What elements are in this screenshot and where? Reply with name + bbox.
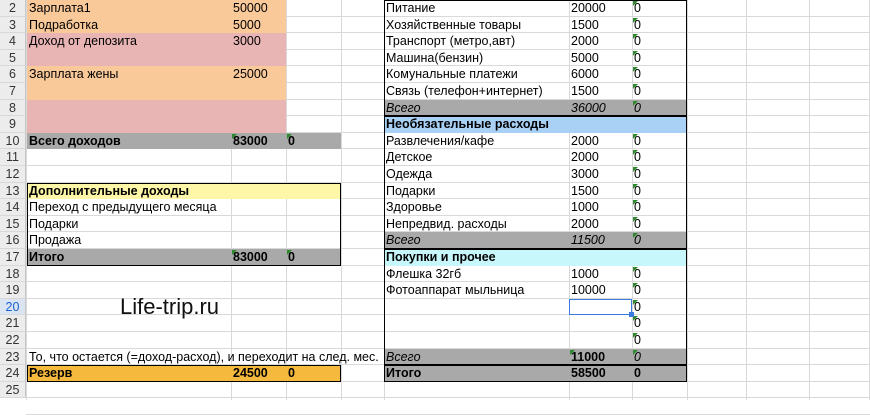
mandatory-expense-label[interactable]: Комунальные платежи [386,67,518,82]
formula-marker-icon [287,134,292,139]
formula-marker-icon [633,300,638,305]
formula-marker-icon [633,34,638,39]
row-header-16[interactable]: 16 [0,232,26,249]
formula-marker-icon [633,333,638,338]
formula-marker-icon [570,350,575,355]
optional-expense-extra[interactable]: 0 [634,216,641,231]
mandatory-expense-label[interactable]: Связь (телефон+интернет) [386,84,543,98]
income-label-cell[interactable] [27,100,231,117]
row-header-10[interactable]: 10 [0,133,26,150]
income-value-cell[interactable] [231,83,286,100]
reserve-extra[interactable]: 0 [286,365,341,382]
purchase-extra[interactable]: 0 [634,283,641,298]
row-header-22[interactable]: 22 [0,332,26,349]
grand-total-label[interactable]: Итого [384,365,569,382]
optional-total-value[interactable]: 11500 [569,232,632,249]
purchase-label[interactable] [384,315,569,332]
optional-expense-value[interactable]: 1000 [571,200,599,215]
purchases-header[interactable]: Покупки и прочее [384,249,687,266]
extra-income-total-extra[interactable]: 0 [286,249,341,266]
mandatory-total-extra[interactable]: 0 [632,100,687,117]
income-value-cell[interactable] [231,50,286,67]
optional-expense-value[interactable]: 2000 [571,150,599,165]
optional-total-label[interactable]: Всего [384,232,569,249]
row-header-4[interactable]: 4 [0,33,26,50]
row-header-9[interactable]: 9 [0,116,26,133]
grid-hline [26,397,870,398]
mandatory-expense-value[interactable]: 20000 [571,1,606,15]
income-value-cell[interactable]: 3000 [231,33,286,50]
extra-income-total-value[interactable]: 83000 [231,249,286,266]
income-value-cell[interactable] [231,116,286,133]
grid-vline [687,0,688,400]
optional-expense-extra[interactable]: 0 [634,183,641,198]
mandatory-expense-value[interactable]: 5000 [571,50,599,65]
reserve-value[interactable]: 24500 [231,365,286,382]
formula-marker-icon [633,184,638,189]
income-label-cell[interactable]: Подработка [27,17,231,34]
mandatory-expense-extra[interactable]: 0 [634,67,641,82]
optional-expense-extra[interactable]: 0 [634,200,641,215]
formula-marker-icon [633,283,638,288]
mandatory-expense-extra[interactable]: 0 [634,84,641,98]
row-header-15[interactable]: 15 [0,216,26,233]
purchase-extra[interactable]: 0 [634,266,641,281]
optional-expense-extra[interactable]: 0 [634,133,641,148]
formula-marker-icon [633,167,638,172]
fill-handle[interactable] [629,312,634,317]
income-label-cell[interactable] [27,83,231,100]
purchases-total-value[interactable]: 11000 [569,349,632,366]
row-header-11[interactable]: 11 [0,149,26,166]
mandatory-expense-value[interactable]: 2000 [571,34,599,49]
income-value-cell[interactable] [231,100,286,117]
purchase-value[interactable] [569,315,632,332]
income-total-label[interactable]: Всего доходов [27,133,231,150]
formula-marker-icon [232,134,237,139]
mandatory-expense-value[interactable]: 1500 [571,84,599,98]
row-header-5[interactable]: 5 [0,50,26,67]
optional-expense-value[interactable]: 2000 [571,133,599,148]
formula-marker-icon [633,200,638,205]
grid-vline [341,0,342,400]
row-header-12[interactable]: 12 [0,166,26,183]
row-header-13[interactable]: 13 [0,183,26,200]
purchase-extra[interactable]: 0 [634,316,641,331]
grand-total-value[interactable]: 58500 [569,365,632,382]
formula-marker-icon [633,101,638,106]
formula-marker-icon [633,350,638,355]
formula-marker-icon [633,217,638,222]
row-header-2[interactable]: 2 [0,0,26,17]
income-label-cell[interactable]: Зарплата1 [27,0,231,17]
optional-expense-value[interactable]: 1500 [571,183,599,198]
extra-income-label[interactable]: Переход с предыдущего месяца [29,200,217,215]
extra-income-header[interactable]: Дополнительные доходы [27,183,341,200]
mandatory-expense-extra[interactable]: 0 [634,1,641,15]
extra-income-value[interactable] [231,232,286,249]
extra-income-value[interactable] [231,216,286,233]
optional-expense-label[interactable]: Развлечения/кафе [386,133,495,148]
income-total-extra[interactable]: 0 [286,133,341,150]
mandatory-expense-label[interactable]: Питание [386,1,436,15]
formula-marker-icon [633,1,638,6]
grid-vline [286,0,287,400]
row-header-25[interactable]: 25 [0,382,26,399]
row-header-8[interactable]: 8 [0,100,26,117]
extra-income-label[interactable]: Подарки [29,216,79,231]
row-header-6[interactable]: 6 [0,66,26,83]
selected-cell[interactable] [569,299,632,316]
purchase-label[interactable]: Флешка 32гб [386,266,462,281]
purchase-label[interactable]: Фотоаппарат мыльница [386,283,525,298]
optional-total-extra[interactable]: 0 [632,232,687,249]
watermark-text: Life-trip.ru [120,294,220,319]
mandatory-expense-label[interactable]: Транспорт (метро,авт) [386,34,516,49]
optional-expenses-header[interactable]: Необязательные расходы [384,116,687,133]
purchase-value[interactable] [569,332,632,349]
formula-marker-icon [232,250,237,255]
grid-vline [746,0,747,400]
grand-total-extra[interactable]: 0 [632,365,687,382]
mandatory-expense-extra[interactable]: 0 [634,50,641,65]
mandatory-expense-label[interactable]: Машина(бензин) [386,50,484,65]
optional-expense-extra[interactable]: 0 [634,150,641,165]
row-header-17[interactable]: 17 [0,249,26,266]
row-header-3[interactable]: 3 [0,17,26,34]
mandatory-expense-extra[interactable]: 0 [634,34,641,49]
mandatory-total-value[interactable]: 36000 [569,100,632,117]
purchase-value[interactable]: 1000 [571,266,599,281]
row-header-24[interactable]: 24 [0,365,26,382]
optional-expense-value[interactable]: 2000 [571,216,599,231]
extra-income-value[interactable] [231,199,286,216]
formula-marker-icon [633,233,638,238]
purchases-total-extra[interactable]: 0 [632,349,687,366]
income-total-value[interactable]: 83000 [231,133,286,150]
income-value-cell[interactable]: 25000 [231,66,286,83]
income-label-cell[interactable]: Доход от депозита [27,33,231,50]
grid-vline [809,0,810,400]
formula-marker-icon [633,267,638,272]
purchase-label[interactable] [384,332,569,349]
row-header-14[interactable]: 14 [0,199,26,216]
mandatory-expense-label[interactable]: Хозяйственные товары [386,17,522,32]
purchase-extra[interactable]: 0 [634,299,641,314]
row-header-23[interactable]: 23 [0,349,26,366]
purchase-value[interactable]: 10000 [571,283,606,298]
optional-expense-label[interactable]: Непредвид. расходы [386,216,507,231]
purchase-label[interactable] [384,299,569,316]
mandatory-expense-value[interactable]: 1500 [571,17,599,32]
row-header-18[interactable]: 18 [0,266,26,283]
income-label-cell[interactable] [27,116,231,133]
row-header-7[interactable]: 7 [0,83,26,100]
carryover-note[interactable]: То, что остается (=доход-расход), и переходит на след. мес. [29,349,379,364]
extra-income-total-label[interactable]: Итого [27,249,231,266]
formula-marker-icon [633,84,638,89]
row-header-21[interactable]: 21 [0,315,26,332]
formula-marker-icon [633,18,638,23]
reserve-label[interactable]: Резерв [27,365,231,382]
optional-expense-label[interactable]: Одежда [386,167,433,181]
formula-marker-icon [287,250,292,255]
mandatory-expense-extra[interactable]: 0 [634,17,641,32]
income-value-cell[interactable]: 50000 [231,0,286,17]
optional-expense-label[interactable]: Детское [386,150,433,165]
extra-income-label[interactable]: Продажа [29,233,82,248]
mandatory-total-label[interactable]: Всего [384,100,569,117]
row-header-19[interactable]: 19 [0,282,26,299]
formula-marker-icon [633,150,638,155]
row-header-20[interactable]: 20 [0,299,26,316]
optional-expense-label[interactable]: Здоровье [386,200,442,215]
formula-marker-icon [633,134,638,139]
income-label-cell[interactable] [27,50,231,67]
optional-expense-extra[interactable]: 0 [634,167,641,181]
mandatory-expense-value[interactable]: 6000 [571,67,599,82]
formula-marker-icon [633,67,638,72]
optional-expense-value[interactable]: 3000 [571,167,599,181]
purchase-extra[interactable]: 0 [634,333,641,347]
purchases-total-label[interactable]: Всего [384,349,569,366]
income-value-cell[interactable]: 5000 [231,17,286,34]
income-label-cell[interactable]: Зарплата жены [27,66,231,83]
formula-marker-icon [633,51,638,56]
optional-expense-label[interactable]: Подарки [386,183,436,198]
